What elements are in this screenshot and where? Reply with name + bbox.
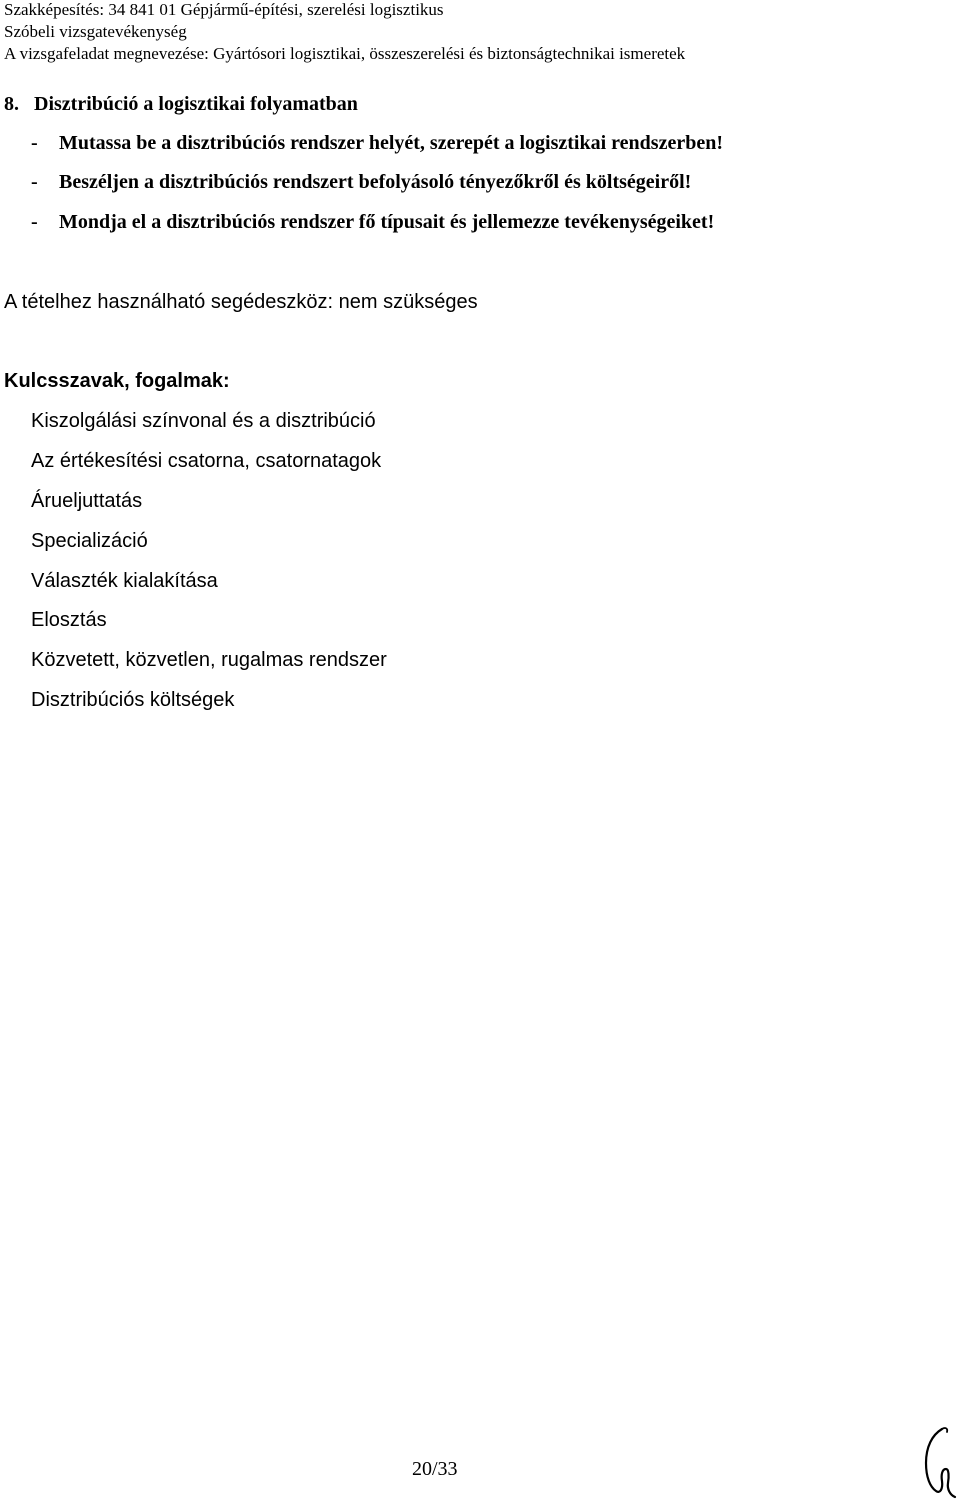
requirement-item <box>31 170 691 194</box>
keyword-item: Kiszolgálási színvonal és a disztribúció <box>31 410 376 432</box>
keyword-item: Az értékesítési csatorna, csatornatagok <box>31 450 382 472</box>
keyword-item: Specializáció <box>31 530 148 552</box>
requirement-item <box>31 131 723 155</box>
task-title <box>4 92 358 116</box>
aid-text: A tételhez használható segédeszköz: nem szükséges <box>4 291 478 313</box>
page-number: 20/33 <box>412 1458 458 1480</box>
keyword-item: Disztribúciós költségek <box>31 689 235 711</box>
header-task-name: A vizsgafeladat megnevezése: Gyártósori logisztikai, összeszerelési és biztonságtechnikai ismeretek <box>4 44 686 63</box>
requirement-dash: - <box>31 171 38 193</box>
keywords-title: Kulcsszavak, fogalmak: <box>4 370 230 392</box>
header-qualification: Szakképesítés: 34 841 01 Gépjármű-építési, szerelési logisztikus <box>4 0 444 19</box>
signature-icon <box>918 1425 958 1501</box>
requirement-text: Beszéljen a disztribúciós rendszert befolyásoló tényezőkről és költségeiről! <box>59 171 692 193</box>
requirement-item <box>31 210 714 234</box>
header-exam-activity: Szóbeli vizsgatevékenység <box>4 22 187 41</box>
requirement-text: Mondja el a disztribúciós rendszer fő típusait és jellemezze tevékenységeiket! <box>59 211 715 233</box>
keyword-item: Elosztás <box>31 609 107 631</box>
keyword-item: Árueljuttatás <box>31 490 143 512</box>
requirement-dash: - <box>31 211 38 233</box>
keyword-item: Választék kialakítása <box>31 570 218 592</box>
requirement-dash: - <box>31 132 38 154</box>
keyword-item: Közvetett, közvetlen, rugalmas rendszer <box>31 649 387 671</box>
task-title-text: Disztribúció a logisztikai folyamatban <box>34 93 358 115</box>
requirement-text: Mutassa be a disztribúciós rendszer helyét, szerepét a logisztikai rendszerben! <box>59 132 724 154</box>
task-number: 8. <box>4 93 19 115</box>
